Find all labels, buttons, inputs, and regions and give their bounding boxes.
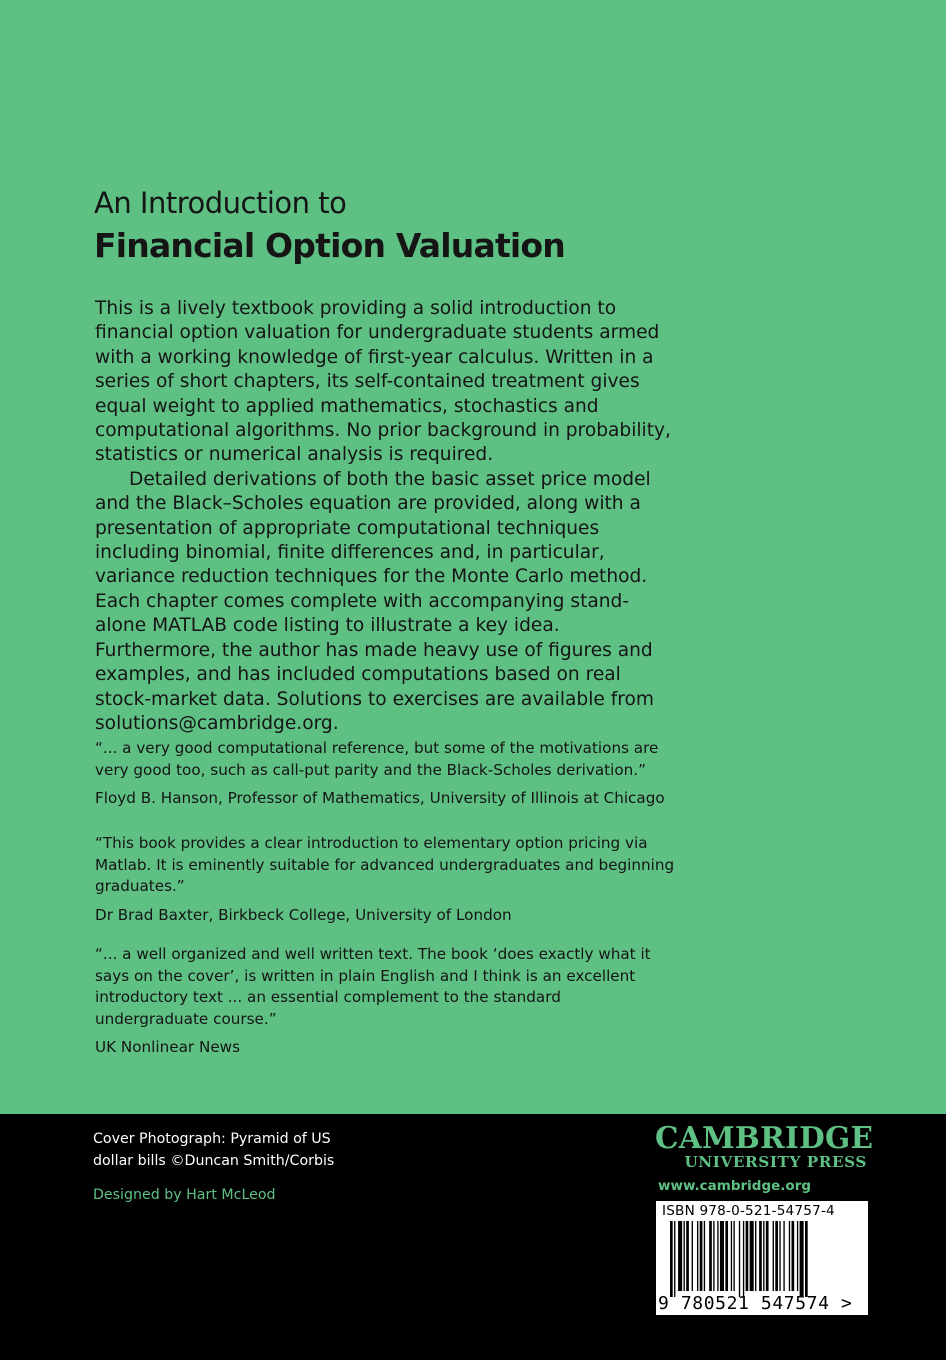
isbn-label: ISBN 978-0-521-54757-4 — [662, 1203, 835, 1219]
cover-credit-line-1: Cover Photograph: Pyramid of US — [93, 1131, 331, 1147]
book-description — [95, 297, 675, 736]
barcode-bar — [725, 1221, 728, 1291]
barcode-bar — [779, 1221, 780, 1291]
barcode-bar — [797, 1221, 798, 1291]
barcode-bar — [720, 1221, 724, 1291]
review-quote — [95, 944, 675, 1059]
barcode-bar — [783, 1221, 784, 1291]
barcode-bar — [678, 1221, 682, 1291]
quote-text: “... a well organized and well written text. The book ‘does exactly what it says on the cover’, is written in plain English and I think is an excellent introductory text ... an essential complement to the standard undergraduate course.” — [95, 945, 651, 1028]
barcode-bar — [709, 1221, 712, 1291]
barcode-bar — [713, 1221, 714, 1291]
barcode-bar — [805, 1221, 808, 1297]
publisher-url: www.cambridge.org — [658, 1178, 812, 1194]
review-quote — [95, 738, 675, 810]
isbn-barcode — [656, 1201, 868, 1315]
barcode-bar — [789, 1221, 790, 1291]
ean-arrow: > — [841, 1293, 853, 1314]
barcode-bar — [763, 1221, 764, 1291]
barcode-bar — [773, 1221, 774, 1291]
description-paragraph-1: This is a lively textbook providing a solid introduction to financial option valuation for undergraduate students armed with a working knowledge of first-year calculus. Written in a series of short chapters, its self-contained treatment gives equal weight to applied mathematics, stochastics and computational algorithms. No prior background in probability, statistics or numerical analysis is required. — [95, 298, 671, 466]
quote-attribution: UK Nonlinear News — [95, 1038, 241, 1056]
barcode-bar — [697, 1221, 698, 1291]
quote-attribution: Dr Brad Baxter, Birkbeck College, University of London — [95, 905, 512, 924]
barcode-bar — [766, 1221, 769, 1291]
barcode-bar — [700, 1221, 703, 1291]
barcode-bar — [684, 1221, 685, 1291]
barcode-bar — [674, 1221, 675, 1297]
barcode-bar — [692, 1221, 693, 1291]
ean-number: 9 780521 547574 — [658, 1293, 830, 1314]
ean-digits — [658, 1293, 852, 1314]
description-paragraph-2: Detailed derivations of both the basic asset price model and the Black–Scholes equation are provided, along with a presentation of appropriate computational techniques including binomial, finite differences and, in particular, variance reduction techniques for the Monte Carlo method. Each chapter comes complete with accompanying stand-alone MATLAB code listing to illustrate a key idea. Furthermore, the author has made heavy use of figures and examples, and has included computations based on real stock-market data. Solutions to exercises are available from solutions@cambridge.org. — [95, 468, 654, 734]
publisher-name: CAMBRIDGE — [655, 1120, 874, 1155]
barcode-bar — [704, 1221, 705, 1291]
title-line-1: An Introduction to — [94, 186, 347, 220]
barcode-bar — [800, 1221, 804, 1297]
barcode-bar — [743, 1221, 744, 1297]
barcode-bar — [731, 1221, 732, 1291]
barcode-bar — [739, 1221, 740, 1297]
publisher-subtitle: UNIVERSITY PRESS — [684, 1153, 867, 1171]
barcode-bar — [775, 1221, 778, 1291]
barcode-bar — [670, 1221, 673, 1297]
quote-text: “This book provides a clear introduction to elementary option pricing via Matlab. It is eminently suitable for advanced undergraduates and beginning graduates.” — [95, 834, 675, 895]
quote-attribution: Floyd B. Hanson, Professor of Mathematics, University of Illinois at Chicago — [95, 789, 665, 807]
designer-credit: Designed by Hart McLeod — [93, 1187, 276, 1203]
barcode-bar — [746, 1221, 749, 1291]
publisher-logo — [655, 1120, 874, 1172]
barcode-bar — [750, 1221, 754, 1291]
review-quote — [95, 833, 675, 926]
barcode-bar — [717, 1221, 718, 1291]
barcode-bar — [755, 1221, 756, 1291]
barcode-bar — [759, 1221, 762, 1291]
barcode-bar — [686, 1221, 689, 1291]
barcode-bar — [733, 1221, 734, 1291]
book-title: Financial Option Valuation — [94, 226, 565, 265]
cover-credit-line-2: dollar bills ©Duncan Smith/Corbis — [93, 1153, 335, 1169]
cover-credit — [93, 1128, 334, 1172]
barcode-bar — [792, 1221, 795, 1291]
quote-text: “... a very good computational reference, but some of the motivations are very good too, such as call-put parity and the Black-Scholes derivation.” — [95, 739, 659, 779]
